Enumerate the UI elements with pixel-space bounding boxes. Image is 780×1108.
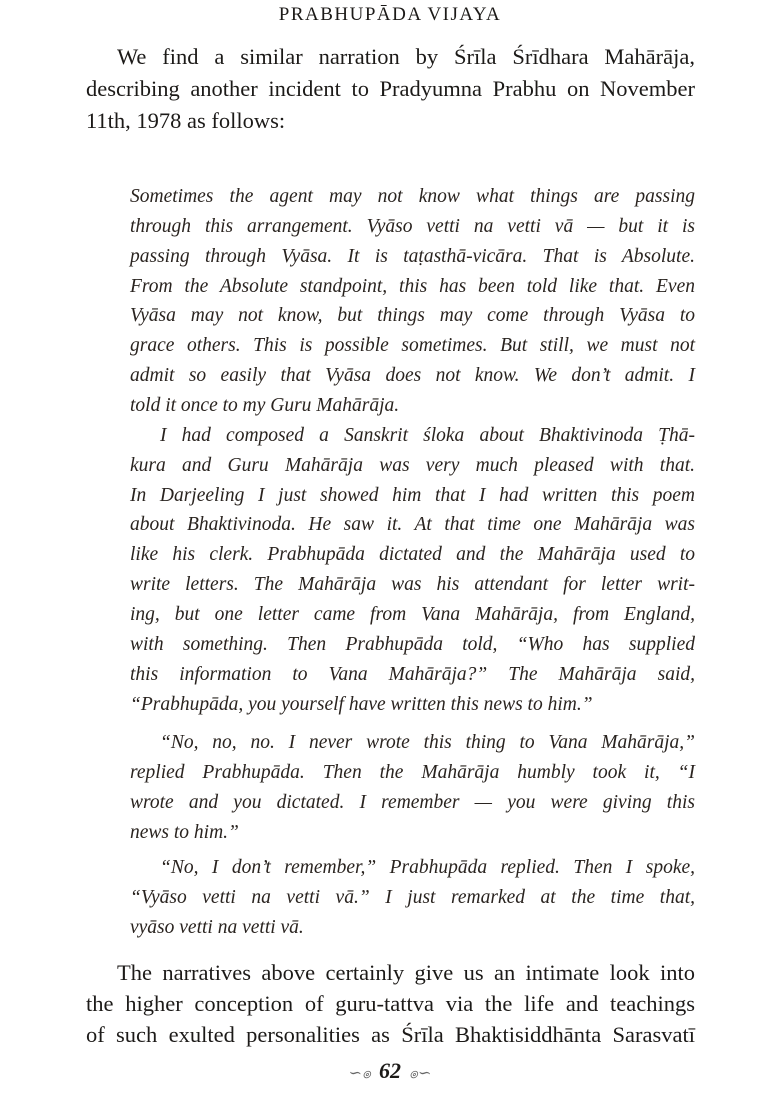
flourish-right-icon: ၜ∽	[409, 1065, 432, 1082]
quote-line: In Darjeeling I just showed him that I had written this poem	[130, 485, 695, 506]
text-line: We find a similar narration by Śrīla Śrīdhara Mahārāja,	[117, 44, 695, 69]
quote-line: passing through Vyāsa. It is taṭasthā-vicāra. That is Absolute.	[130, 246, 695, 267]
quote-line: told it once to my Guru Mahārāja.	[130, 395, 400, 416]
quote-line: with something. Then Prabhupāda told, “Who has supplied	[130, 634, 695, 655]
quote-line: Sometimes the agent may not know what things are passing	[130, 186, 695, 207]
quote-line: news to him.”	[130, 822, 239, 843]
flourish-left-icon: ∽ၜ	[348, 1065, 371, 1082]
quote-line: From the Absolute standpoint, this has been told like that. Even	[130, 276, 695, 297]
quote-line: wrote and you dictated. I remember — you were giving this	[130, 792, 695, 813]
quote-line: kura and Guru Mahārāja was very much pleased with that.	[130, 455, 695, 476]
quote-line: “Vyāso vetti na vetti vā.” I just remarked at the time that,	[130, 887, 695, 908]
running-header: PRABHUPĀDA VIJAYA	[278, 4, 502, 25]
page-number: 62	[379, 1058, 401, 1083]
quote-line: I had composed a Sanskrit śloka about Bhaktivinoda Ṭhā-	[160, 425, 695, 446]
quote-line: Vyāsa may not know, but things may come through Vyāsa to	[130, 305, 695, 326]
quote-line: like his clerk. Prabhupāda dictated and the Mahārāja used to	[130, 544, 695, 565]
quote-line: “Prabhupāda, you yourself have written this news to him.”	[130, 694, 593, 715]
quote-line: ing, but one letter came from Vana Mahārāja, from England,	[130, 604, 695, 625]
text-line: The narratives above certainly give us an intimate look into	[117, 960, 695, 985]
quote-line: vyāso vetti na vetti vā.	[130, 917, 304, 938]
text-line: of such exulted personalities as Śrīla Bhaktisiddhānta Sarasvatī	[86, 1022, 695, 1047]
quote-line: write letters. The Mahārāja was his attendant for letter writ-	[130, 574, 695, 595]
quote-line: admit so easily that Vyāsa does not know. We don’t admit. I	[130, 365, 695, 386]
text-line: the higher conception of guru-tattva via the life and teachings	[86, 991, 695, 1016]
quote-line: this information to Vana Mahārāja?” The Mahārāja said,	[130, 664, 695, 685]
text-line: 11th, 1978 as follows:	[86, 108, 286, 133]
quote-line: grace others. This is possible sometimes. But still, we must not	[130, 335, 695, 356]
text-line: describing another incident to Pradyumna Prabhu on November	[86, 76, 695, 101]
quote-line: about Bhaktivinoda. He saw it. At that time one Mahārāja was	[130, 514, 695, 535]
page-footer	[0, 1058, 780, 1086]
quote-line: “No, I don’t remember,” Prabhupāda replied. Then I spoke,	[160, 857, 695, 878]
quote-line: through this arrangement. Vyāso vetti na vetti vā — but it is	[130, 216, 695, 237]
quote-line: replied Prabhupāda. Then the Mahārāja humbly took it, “I	[130, 762, 695, 783]
quote-line: “No, no, no. I never wrote this thing to Vana Mahārāja,”	[160, 732, 695, 753]
